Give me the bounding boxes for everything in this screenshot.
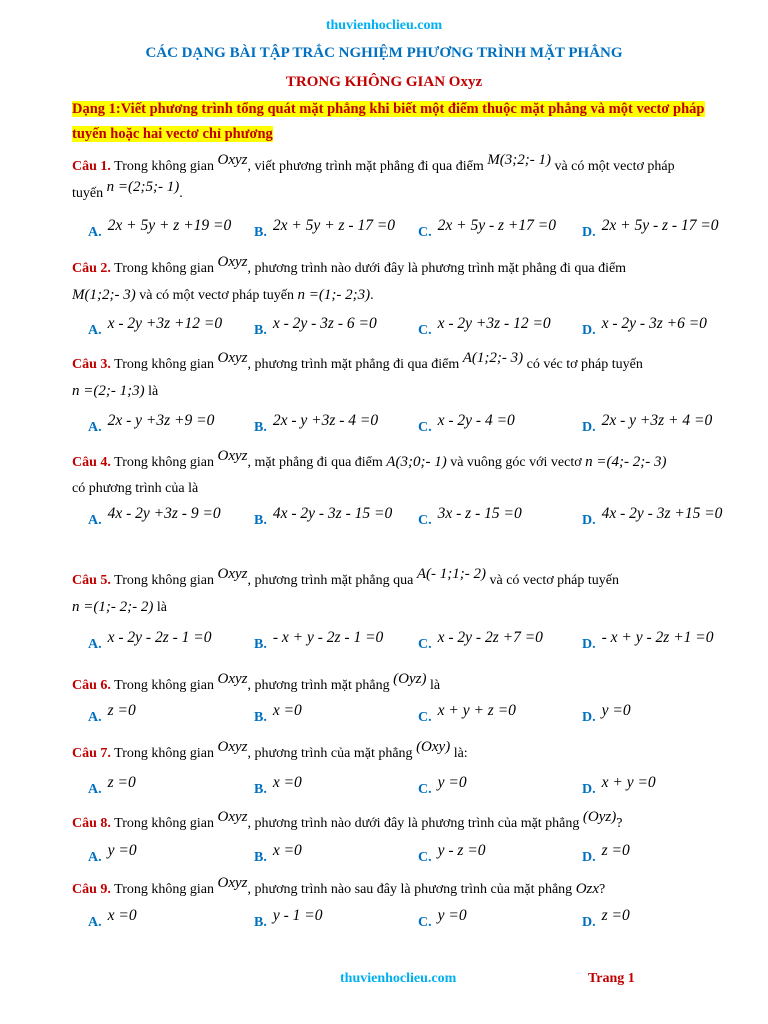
question-text: là: bbox=[453, 746, 468, 761]
option-letter: D. bbox=[582, 420, 596, 435]
question-text: ? bbox=[599, 882, 606, 897]
option-letter: A. bbox=[88, 915, 102, 930]
math-space-name: Oxyz bbox=[217, 566, 248, 582]
option-a[interactable] bbox=[88, 217, 232, 240]
question-8-options bbox=[88, 842, 738, 866]
question-label: Câu 7. bbox=[72, 746, 111, 761]
option-letter: A. bbox=[88, 782, 102, 797]
option-d[interactable] bbox=[582, 315, 707, 338]
math-space-name: Oxyz bbox=[217, 448, 248, 464]
option-value: y =0 bbox=[601, 702, 631, 719]
question-text: , phương trình của mặt phẳng bbox=[247, 746, 413, 761]
option-letter: B. bbox=[254, 850, 267, 865]
math-point: A(- 1;1;- 2) bbox=[416, 566, 486, 582]
question-text: , phương trình nào sau đây là phương trình của mặt phẳng bbox=[247, 882, 573, 897]
option-c[interactable] bbox=[418, 217, 556, 240]
question-text: , phương trình nào dưới đây là phương trình mặt phẳng đi qua điểm bbox=[247, 261, 627, 276]
section-heading bbox=[72, 97, 732, 147]
question-text: tuyến bbox=[72, 186, 104, 201]
question-text: có véc tơ pháp tuyến bbox=[526, 357, 643, 372]
math-vector: n =(1;- 2;3) bbox=[297, 287, 371, 303]
option-a[interactable] bbox=[88, 702, 136, 725]
option-value: 2x - y +3z + 4 =0 bbox=[601, 412, 713, 429]
document-title: CÁC DẠNG BÀI TẬP TRẮC NGHIỆM PHƯƠNG TRÌNH MẶT PHẲNG bbox=[145, 45, 623, 61]
question-6-options bbox=[88, 702, 738, 726]
question-9 bbox=[72, 876, 730, 903]
option-value: 2x + 5y - z - 17 =0 bbox=[601, 217, 719, 234]
document-subtitle: TRONG KHÔNG GIAN Oxyz bbox=[285, 74, 483, 90]
question-1-options bbox=[88, 217, 738, 241]
option-letter: C. bbox=[418, 782, 432, 797]
question-text: và có một vectơ pháp bbox=[554, 159, 675, 174]
option-b[interactable] bbox=[254, 629, 384, 652]
option-letter: C. bbox=[418, 915, 432, 930]
option-value: 2x - y +3z +9 =0 bbox=[107, 412, 215, 429]
math-space-name: Oxyz bbox=[217, 875, 248, 891]
option-value: x - 2y +3z - 12 =0 bbox=[437, 315, 551, 332]
question-6 bbox=[72, 672, 730, 699]
math-point: A(3;0;- 1) bbox=[386, 454, 447, 470]
option-letter: B. bbox=[254, 513, 267, 528]
question-1 bbox=[72, 153, 730, 207]
question-label: Câu 3. bbox=[72, 357, 111, 372]
option-letter: A. bbox=[88, 420, 102, 435]
option-value: x =0 bbox=[272, 774, 302, 791]
math-point: M(1;2;- 3) bbox=[72, 287, 136, 303]
option-b[interactable] bbox=[254, 842, 302, 865]
option-letter: A. bbox=[88, 637, 102, 652]
question-text: Trong không gian bbox=[114, 573, 214, 588]
question-5-options bbox=[88, 629, 738, 653]
option-d[interactable] bbox=[582, 842, 630, 865]
option-value: x - 2y - 3z - 6 =0 bbox=[272, 315, 377, 332]
page-number: Trang 1 bbox=[588, 971, 635, 986]
math-vector: n =(2;5;- 1) bbox=[106, 179, 180, 195]
option-c[interactable] bbox=[418, 774, 467, 797]
question-text: , phương trình mặt phẳng đi qua điểm bbox=[247, 357, 460, 372]
option-letter: C. bbox=[418, 323, 432, 338]
question-4-options bbox=[88, 505, 738, 529]
option-value: x + y + z =0 bbox=[437, 702, 516, 719]
option-value: x - 2y - 2z +7 =0 bbox=[437, 629, 543, 646]
option-value: x - 2y - 2z - 1 =0 bbox=[107, 629, 212, 646]
option-value: x =0 bbox=[272, 702, 302, 719]
option-a[interactable] bbox=[88, 315, 223, 338]
question-text: , phương trình mặt phẳng qua bbox=[247, 573, 414, 588]
question-text: Trong không gian bbox=[114, 746, 214, 761]
math-space-name: Oxyz bbox=[217, 254, 248, 270]
question-text: là bbox=[429, 678, 441, 693]
option-letter: B. bbox=[254, 710, 267, 725]
section-heading-line2: tuyến hoặc hai vectơ chỉ phương bbox=[72, 126, 273, 142]
option-c[interactable] bbox=[418, 505, 522, 528]
math-space-name: Oxyz bbox=[217, 809, 248, 825]
option-value: 2x - y +3z - 4 =0 bbox=[272, 412, 379, 429]
question-text: và vuông góc với vectơ bbox=[450, 455, 582, 470]
option-b[interactable] bbox=[254, 315, 377, 338]
question-label: Câu 2. bbox=[72, 261, 111, 276]
math-space-name: Oxyz bbox=[217, 671, 248, 687]
option-value: x - 2y - 4 =0 bbox=[437, 412, 515, 429]
question-text: , mặt phẳng đi qua điểm bbox=[247, 455, 383, 470]
option-c[interactable] bbox=[418, 702, 516, 725]
option-letter: D. bbox=[582, 850, 596, 865]
option-letter: D. bbox=[582, 225, 596, 240]
question-text: là bbox=[148, 384, 159, 399]
question-text: Trong không gian bbox=[114, 678, 214, 693]
option-value: x - 2y - 3z +6 =0 bbox=[601, 315, 707, 332]
math-space-name: Oxyz bbox=[217, 152, 248, 168]
math-point: M(3;2;- 1) bbox=[487, 152, 551, 168]
question-text: Trong không gian bbox=[114, 159, 214, 174]
math-plane: (Oyz) bbox=[393, 671, 427, 687]
option-value: y - 1 =0 bbox=[272, 907, 323, 924]
option-value: 2x + 5y - z +17 =0 bbox=[437, 217, 556, 234]
option-letter: D. bbox=[582, 323, 596, 338]
section-heading-line1: Dạng 1:Viết phương trình tổng quát mặt phẳng khi biết một điểm thuộc mặt phẳng và một vectơ pháp bbox=[72, 101, 705, 117]
question-text: Trong không gian bbox=[114, 261, 214, 276]
option-c[interactable] bbox=[418, 842, 486, 865]
option-value: 4x - 2y - 3z - 15 =0 bbox=[272, 505, 393, 522]
option-a[interactable] bbox=[88, 412, 215, 435]
question-9-options bbox=[88, 907, 738, 931]
option-d[interactable] bbox=[582, 702, 631, 725]
option-b[interactable] bbox=[254, 907, 323, 930]
math-vector: n =(2;- 1;3) bbox=[72, 383, 145, 399]
option-b[interactable] bbox=[254, 412, 379, 435]
question-text: ? bbox=[616, 816, 623, 831]
option-letter: D. bbox=[582, 710, 596, 725]
option-value: x =0 bbox=[272, 842, 302, 859]
option-a[interactable] bbox=[88, 907, 137, 930]
question-label: Câu 8. bbox=[72, 816, 111, 831]
option-a[interactable] bbox=[88, 505, 221, 528]
option-value: y =0 bbox=[437, 774, 467, 791]
option-value: z =0 bbox=[107, 702, 136, 719]
option-letter: B. bbox=[254, 782, 267, 797]
question-label: Câu 5. bbox=[72, 573, 111, 588]
question-text: Trong không gian bbox=[114, 455, 214, 470]
option-d[interactable] bbox=[582, 217, 719, 240]
option-a[interactable] bbox=[88, 842, 137, 865]
math-plane: (Oyz) bbox=[582, 809, 617, 825]
question-text: và có một vectơ pháp tuyến bbox=[139, 288, 294, 303]
question-4 bbox=[72, 449, 730, 502]
question-text: Trong không gian bbox=[114, 357, 214, 372]
option-letter: A. bbox=[88, 850, 102, 865]
option-value: 4x - 2y +3z - 9 =0 bbox=[107, 505, 221, 522]
option-value: 3x - z - 15 =0 bbox=[437, 505, 522, 522]
option-value: 2x + 5y + z +19 =0 bbox=[107, 217, 232, 234]
option-d[interactable] bbox=[582, 774, 656, 797]
option-letter: C. bbox=[418, 850, 432, 865]
question-7 bbox=[72, 740, 730, 767]
option-value: y =0 bbox=[107, 842, 137, 859]
option-letter: B. bbox=[254, 225, 267, 240]
option-letter: A. bbox=[88, 513, 102, 528]
question-8 bbox=[72, 810, 730, 837]
option-letter: C. bbox=[418, 513, 432, 528]
option-value: z =0 bbox=[107, 774, 136, 791]
option-letter: C. bbox=[418, 710, 432, 725]
math-space-name: Oxyz bbox=[217, 350, 248, 366]
option-value: 2x + 5y + z - 17 =0 bbox=[272, 217, 396, 234]
math-vector: n =(4;- 2;- 3) bbox=[585, 454, 667, 470]
question-text: , phương trình nào dưới đây là phương trình của mặt phẳng bbox=[247, 816, 580, 831]
question-text: Trong không gian bbox=[114, 816, 214, 831]
math-plane: (Oxy) bbox=[416, 739, 451, 755]
option-d[interactable] bbox=[582, 907, 630, 930]
math-plane: Ozx bbox=[575, 881, 600, 897]
footer-site-link[interactable]: thuvienhoclieu.com bbox=[340, 971, 457, 986]
option-letter: C. bbox=[418, 225, 432, 240]
option-letter: B. bbox=[254, 323, 267, 338]
question-5 bbox=[72, 567, 730, 621]
option-value: - x + y - 2z +1 =0 bbox=[601, 629, 714, 646]
option-d[interactable] bbox=[582, 505, 723, 528]
math-space-name: Oxyz bbox=[217, 739, 248, 755]
option-letter: B. bbox=[254, 637, 267, 652]
option-c[interactable] bbox=[418, 315, 551, 338]
question-text: có phương trình của là bbox=[72, 481, 199, 496]
math-point: A(1;2;- 3) bbox=[462, 350, 524, 366]
option-letter: D. bbox=[582, 637, 596, 652]
option-value: x =0 bbox=[107, 907, 137, 924]
question-2 bbox=[72, 255, 730, 309]
option-letter: A. bbox=[88, 225, 102, 240]
option-c[interactable] bbox=[418, 907, 467, 930]
option-c[interactable] bbox=[418, 629, 543, 652]
question-text: Trong không gian bbox=[114, 882, 214, 897]
question-text: và có vectơ pháp tuyến bbox=[489, 573, 619, 588]
option-value: z =0 bbox=[601, 907, 630, 924]
option-letter: A. bbox=[88, 710, 102, 725]
option-value: x + y =0 bbox=[601, 774, 656, 791]
question-label: Câu 9. bbox=[72, 882, 111, 897]
question-3 bbox=[72, 351, 730, 405]
question-text: là bbox=[156, 600, 167, 615]
option-letter: B. bbox=[254, 420, 267, 435]
question-7-options bbox=[88, 774, 738, 798]
option-value: 4x - 2y - 3z +15 =0 bbox=[601, 505, 723, 522]
option-value: z =0 bbox=[601, 842, 630, 859]
math-vector: n =(1;- 2;- 2) bbox=[72, 599, 154, 615]
option-letter: B. bbox=[254, 915, 267, 930]
option-c[interactable] bbox=[418, 412, 515, 435]
option-value: y - z =0 bbox=[437, 842, 486, 859]
option-d[interactable] bbox=[582, 629, 714, 652]
option-letter: C. bbox=[418, 637, 432, 652]
option-b[interactable] bbox=[254, 217, 396, 240]
question-text: . bbox=[370, 288, 374, 303]
question-label: Câu 4. bbox=[72, 455, 111, 470]
option-b[interactable] bbox=[254, 702, 302, 725]
option-a[interactable] bbox=[88, 629, 212, 652]
option-value: x - 2y +3z +12 =0 bbox=[107, 315, 223, 332]
option-a[interactable] bbox=[88, 774, 136, 797]
question-2-options bbox=[88, 315, 738, 339]
option-d[interactable] bbox=[582, 412, 713, 435]
option-letter: D. bbox=[582, 513, 596, 528]
option-value: - x + y - 2z - 1 =0 bbox=[272, 629, 384, 646]
option-letter: D. bbox=[582, 915, 596, 930]
question-label: Câu 1. bbox=[72, 159, 111, 174]
question-text: , phương trình mặt phẳng bbox=[247, 678, 390, 693]
question-label: Câu 6. bbox=[72, 678, 111, 693]
option-letter: C. bbox=[418, 420, 432, 435]
question-3-options bbox=[88, 412, 738, 436]
question-text: . bbox=[179, 186, 183, 201]
option-value: y =0 bbox=[437, 907, 467, 924]
question-text: , viết phương trình mặt phẳng đi qua điểm bbox=[247, 159, 484, 174]
option-letter: D. bbox=[582, 782, 596, 797]
option-b[interactable] bbox=[254, 774, 302, 797]
option-b[interactable] bbox=[254, 505, 393, 528]
header-site-link[interactable]: thuvienhoclieu.com bbox=[325, 18, 443, 33]
option-letter: A. bbox=[88, 323, 102, 338]
